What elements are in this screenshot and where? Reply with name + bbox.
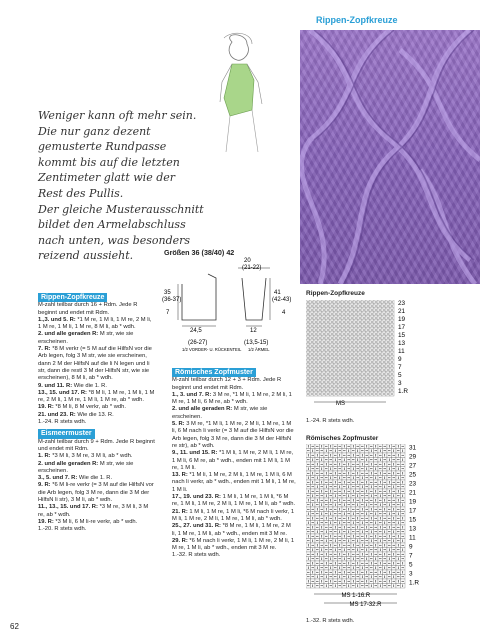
chart1-footnote: 1.-24. R stets wdh. [306, 418, 355, 424]
dim-label: (42-43) [272, 297, 292, 303]
dim-label: (21-22) [242, 265, 262, 271]
dim-label: 4 [282, 310, 286, 316]
photo-title: Rippen-Zopfkreuze [316, 15, 398, 25]
instruction: 1. R: *3 M li, 3 M re, 3 M li, ab * wdh. [38, 453, 133, 460]
instruction: 3., 5. und 7. R: Wie die 1. R. [38, 475, 113, 482]
knit-chart-rippen [306, 300, 476, 415]
knit-chart-roemisch [306, 444, 476, 617]
quote-line: Zentimeter glatt wie der [38, 171, 176, 185]
row-number: 11 [398, 348, 405, 355]
instruction: 9., 11. und 15. R: *1 M li, 1 M re, 2 M li, 1 M re, 1 M li, 6 M re, ab * wdh., enden mit 1 M li, 1 M re, 1 M li. [172, 450, 294, 471]
quote-line: gemusterte Rundpasse [38, 140, 167, 154]
dim-label: 1/2 VORDER- U. RÜCKENTEIL [182, 347, 242, 352]
instruction: 5. R: 3 M re, *1 M li, 1 M re, 2 M li, 1 M re, 1 M li, 6 M nach li verkr (= 3 M auf die HilfsN vor die Arb legen, folg 3 M re, dann die 3 M der HilfsN re str), ab * wdh. [172, 421, 294, 449]
quote-line: kommt bis auf die letzten [38, 155, 180, 169]
dim-label: 12 [250, 328, 257, 334]
instruction: 2. und alle geraden R: M str, wie sie erscheinen. [172, 406, 268, 420]
instruction: 2. und alle geraden R: M str, wie sie erscheinen. [38, 460, 134, 474]
quote-line: Rest des Pullis. [38, 186, 124, 200]
row-number: 1.R [409, 579, 419, 587]
quote-line: reizend aussieht. [38, 249, 134, 263]
row-number: 13 [398, 340, 406, 347]
row-number: 9 [398, 356, 402, 363]
instruction: M-zahl teilbar durch 9 + Rdm. Jede R beginnt und endet mit Rdm. [38, 438, 155, 452]
row-number: 15 [409, 516, 417, 524]
instruction: 2. und alle geraden R: M str, wie sie erscheinen. [38, 331, 134, 345]
dim-label: (36-37) [162, 297, 182, 303]
dim-label: 20 [244, 258, 251, 264]
row-number: 3 [409, 570, 413, 578]
row-number: 17 [398, 324, 406, 331]
instruction: 13., 15. und 17. R: *8 M li, 1 M re, 1 M li, 1 M re, 2 M li, 1 M re, 1 M li, 1 M re, ab * wdh. [38, 389, 155, 404]
row-number: 17 [409, 507, 417, 515]
column-middle [172, 368, 296, 560]
sizes-title: Größen 36 (38/40) 42 [164, 248, 235, 257]
row-number: 23 [409, 480, 417, 488]
instruction: 1.-20. R stets wdh. [38, 526, 87, 533]
instruction: 1.,3. und 5. R: *1 M re, 1 M li, 1 M re, 2 M li, 1 M re, 1 M li, 1 M re, 8 M li, ab * wdh. [38, 316, 152, 331]
row-number: 21 [409, 489, 417, 497]
row-number: 19 [398, 316, 406, 323]
row-number: 3 [398, 380, 402, 387]
column-left [38, 293, 156, 534]
dim-label: 7 [166, 310, 170, 316]
repeat-label: MS [336, 401, 345, 407]
dim-label: 41 [274, 290, 281, 296]
section-header: Römisches Zopfmuster [172, 368, 256, 377]
repeat-label: MS 1-16.R [341, 593, 371, 599]
dim-label: 24,5 [190, 328, 202, 334]
row-number: 5 [409, 561, 413, 569]
row-number: 7 [398, 364, 402, 371]
instruction: 25., 27. und 31. R: *8 M re, 1 M li, 1 M re, 2 M li, 1 M re, 1 M li, ab * wdh., enden mit 3 M re. [172, 523, 291, 537]
instruction: 21. und 23. R: Wie die 13. R. [38, 411, 114, 418]
quote-line: nach unten, was besonders [38, 233, 191, 247]
chart2-title: Römisches Zopfmuster [306, 435, 379, 442]
intro-quote [38, 108, 278, 264]
quote-line: Weniger kann oft mehr sein. [38, 109, 197, 122]
instruction: 1., 3. und 7. R: 3 M re, *1 M li, 1 M re, 2 M li, 1 M re, 1 M li, 6 M re, ab * wdh. [172, 391, 292, 406]
row-number: 9 [409, 543, 413, 551]
quote-line: Die nur ganz dezent [38, 124, 151, 138]
dim-label: 35 [164, 290, 171, 296]
row-number: 29 [409, 453, 417, 461]
size-schematic [160, 256, 300, 364]
instruction: 29. R: *6 M nach li verkr, 1 M li, 1 M re, 2 M li, 1 M re, 1 M li, ab * wdh., enden mit 3 M re. [172, 537, 295, 552]
knit-sample-photo [300, 30, 480, 284]
quote-line: bildet den Armelabschluss [38, 218, 186, 232]
quote-line: Der gleiche Musterausschnitt [38, 202, 204, 216]
row-number: 5 [398, 372, 402, 379]
instruction: 1.-32. R stets wdh. [172, 552, 221, 559]
row-number: 23 [398, 300, 406, 307]
instruction: 17., 19. und 23. R: 1 M li, 1 M re, 1 M li, *6 M re, 1 M li, 1 M re, 2 M li, 1 M re, 1 M li, ab * wdh. [172, 494, 296, 508]
page-number: 62 [10, 622, 19, 631]
chart1-title: Rippen-Zopfkreuze [306, 290, 365, 297]
instruction: M-zahl teilbar durch 16 + Rdm. Jede R beginnt und endet mit Rdm. [38, 302, 138, 316]
row-number: 25 [409, 471, 417, 479]
instruction: 19. R: *3 M li, 6 M li-re verkr, ab * wdh. [38, 518, 138, 525]
repeat-label: MS 17-32.R [349, 602, 382, 608]
row-number: 13 [409, 525, 417, 533]
section-header: Eismeermuster [38, 429, 95, 438]
instruction: 9. R: *6 M li-re verkr (= 3 M auf die HilfsN vor die Arb legen, folg 3 M re, dann die 3 M der HilfsN li str), 3 M li, ab * wdh. [38, 482, 154, 504]
row-number: 19 [409, 498, 417, 506]
row-number: 31 [409, 444, 417, 452]
cable-pattern-image [300, 30, 480, 284]
dim-label: (13,5-15) [244, 340, 269, 346]
instruction: 1.-24. R stets wdh. [38, 419, 87, 426]
section-header: Rippen-Zopfkreuze [38, 293, 107, 302]
instruction: 7. R: *8 M verkr (= 5 M auf die HilfsN vor die Arb legen, folg 3 M str, wie sie erscheinen, dann 2 M der HilfsN auf die li N legen und li str, dann die restl 3 M der HilfsN str, wie sie erscheinen), 8 M li, ab * wdh. [38, 346, 152, 382]
row-number: 7 [409, 552, 413, 560]
row-number: 21 [398, 308, 406, 315]
instruction: 11., 13., 15. und 17. R: *3 M re, 3 M li, 3 M re, ab * wdh. [38, 504, 149, 518]
instruction: M-zahl teilbar durch 12 + 3 + Rdm. Jede R beginnt und endet mit Rdm. [172, 377, 282, 391]
row-number: 27 [409, 462, 417, 470]
instruction: 19. R: *8 M li, 8 M verkr, ab * wdh. [38, 404, 126, 411]
instruction: 9. und 11. R: Wie die 1. R. [38, 382, 107, 389]
instruction: 21. R: 1 M li, 1 M re, 1 M li, *6 M nach li verkr, 1 M li, 1 M re, 2 M li, 1 M re, 1 M li, ab * wdh. [172, 508, 295, 522]
row-number: 11 [409, 534, 416, 542]
dim-label: 1/2 ÄRMEL [248, 347, 270, 352]
chart2-footnote: 1.-32. R stets wdh. [306, 618, 355, 624]
dim-label: (26-27) [188, 340, 208, 346]
instruction: 13. R: *1 M li, 1 M re, 2 M li, 1 M re, 1 M li, 6 M nach li verkr, ab * wdh., enden mit 1 M li, 1 M re, 1 M li. [172, 472, 296, 493]
row-number: 15 [398, 332, 406, 339]
row-number: 1.R [398, 388, 408, 395]
